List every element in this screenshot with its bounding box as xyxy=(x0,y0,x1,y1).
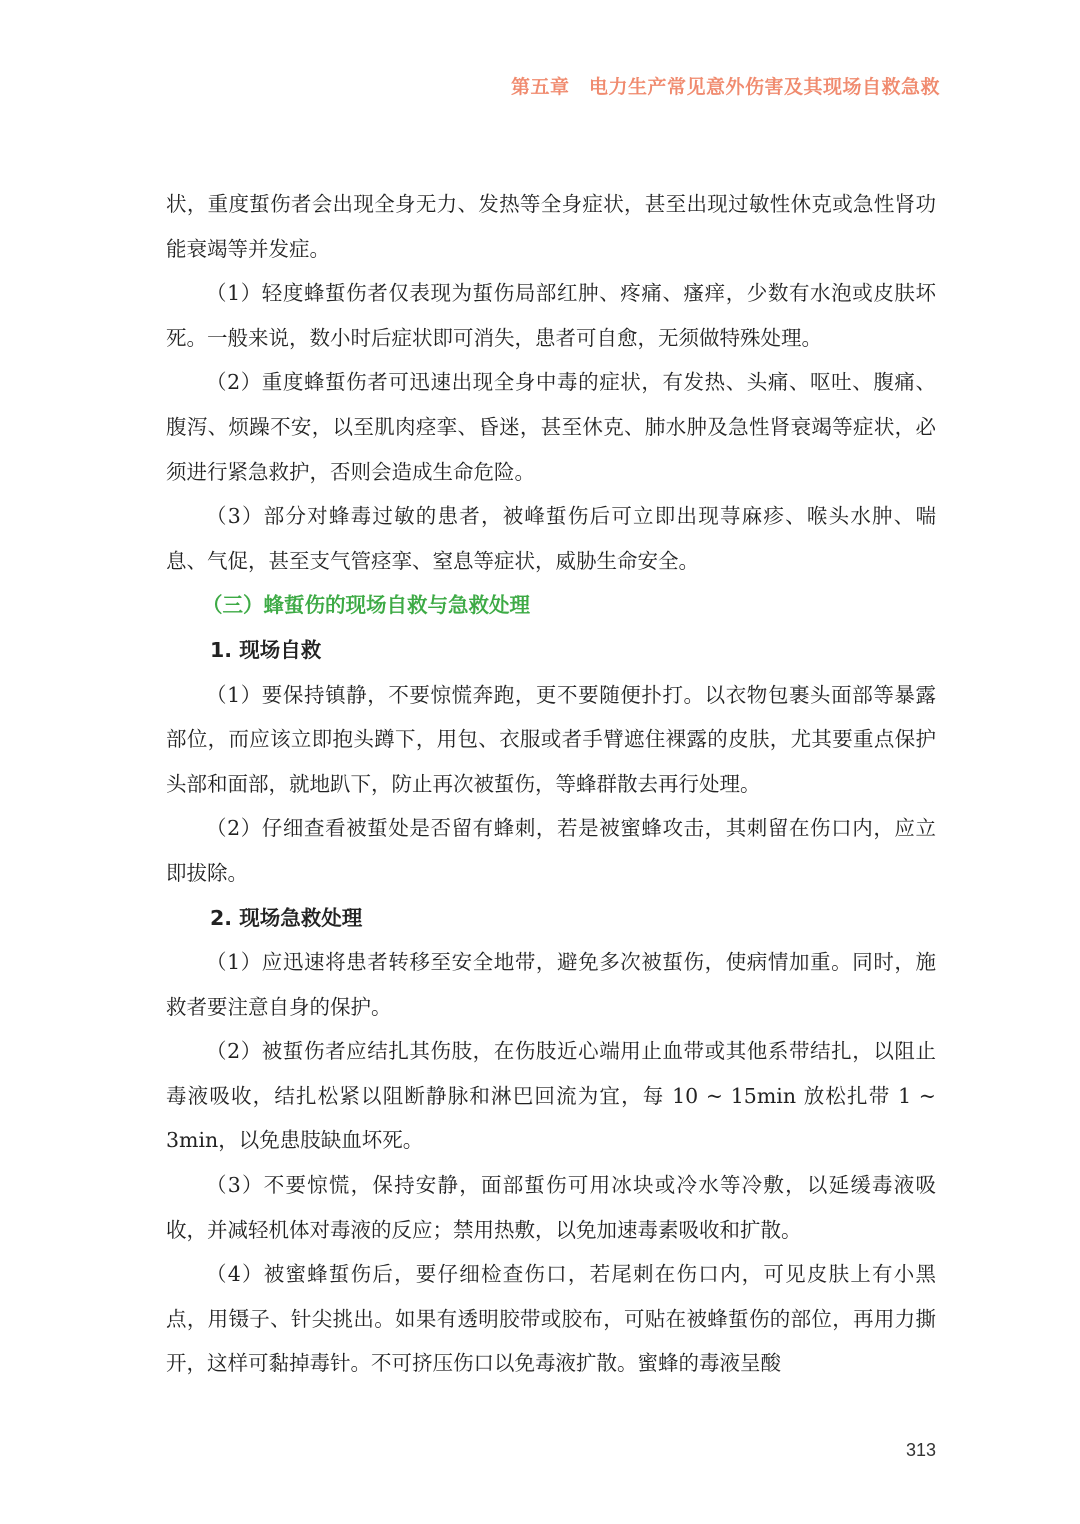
sub-heading: 1. 现场自救 xyxy=(210,637,322,662)
page-number: 313 xyxy=(905,1440,936,1460)
body-text xyxy=(166,182,936,1386)
paragraph: （1）轻度蜂蜇伤者仅表现为蜇伤局部红肿、疼痛、瘙痒，少数有水泡或皮肤坏死。一般来说，数小时后症状即可消失，患者可自愈，无须做特殊处理。 xyxy=(166,281,936,350)
section-heading: （三）蜂蜇伤的现场自救与急救处理 xyxy=(202,593,530,618)
running-head: 第五章 电力生产常见意外伤害及其现场自救急救 xyxy=(510,76,940,98)
paragraph: （1）应迅速将患者转移至安全地带，避免多次被蜇伤，使病情加重。同时，施救者要注意自身的保护。 xyxy=(166,950,936,1019)
sub-heading: 2. 现场急救处理 xyxy=(210,905,363,930)
paragraph: （2）被蜇伤者应结扎其伤肢，在伤肢近心端用止血带或其他系带结扎，以阻止毒液吸收，结扎松紧以阻断静脉和淋巴回流为宜，每 10 ~ 15min 放松扎带 1 ~ 3min，以免患肢缺血坏死。 xyxy=(166,1039,936,1153)
paragraph-continued: 状，重度蜇伤者会出现全身无力、发热等全身症状，甚至出现过敏性休克或急性肾功能衰竭等并发症。 xyxy=(166,192,936,261)
paragraph: （2）重度蜂蜇伤者可迅速出现全身中毒的症状，有发热、头痛、呕吐、腹痛、腹泻、烦躁不安，以至肌肉痉挛、昏迷，甚至休克、肺水肿及急性肾衰竭等症状，必须进行紧急救护，否则会造成生命危险。 xyxy=(166,370,936,484)
paragraph: （1）要保持镇静，不要惊慌奔跑，更不要随便扑打。以衣物包裹头面部等暴露部位，而应该立即抱头蹲下，用包、衣服或者手臂遮住裸露的皮肤，尤其要重点保护头部和面部，就地趴下，防止再次被蜇伤，等蜂群散去再行处理。 xyxy=(166,682,936,796)
paragraph: （4）被蜜蜂蜇伤后，要仔细检查伤口，若尾刺在伤口内，可见皮肤上有小黑点，用镊子、针尖挑出。如果有透明胶带或胶布，可贴在被蜂蜇伤的部位，再用力撕开，这样可黏掉毒针。不可挤压伤口以免毒液扩散。蜜蜂的毒液呈酸 xyxy=(166,1262,936,1376)
paragraph: （3）不要惊慌，保持安静，面部蜇伤可用冰块或冷水等冷敷，以延缓毒液吸收，并减轻机体对毒液的反应；禁用热敷，以免加速毒素吸收和扩散。 xyxy=(166,1173,936,1242)
paragraph: （3）部分对蜂毒过敏的患者，被峰蜇伤后可立即出现荨麻疹、喉头水肿、喘息、气促，甚至支气管痉挛、窒息等症状，威胁生命安全。 xyxy=(166,504,936,573)
paragraph: （2）仔细查看被蜇处是否留有蜂刺，若是被蜜蜂攻击，其刺留在伤口内，应立即拔除。 xyxy=(166,816,936,885)
